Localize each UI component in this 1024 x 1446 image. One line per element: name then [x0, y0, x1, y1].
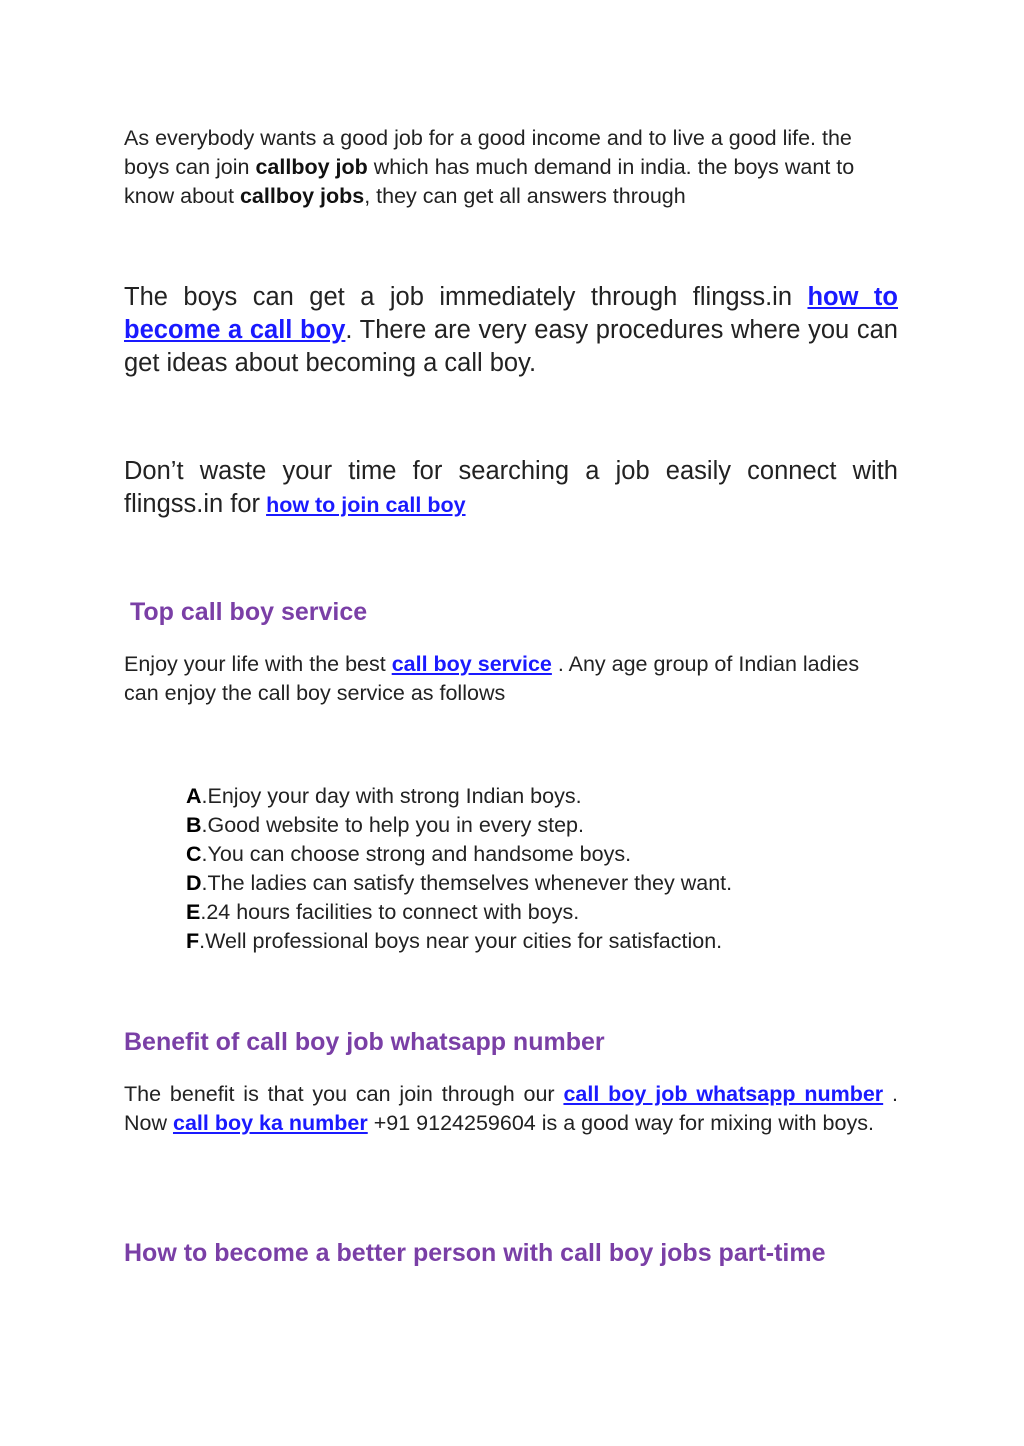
section2-text-3: +91 9124259604 is a good way for mixing with boys. [367, 1111, 874, 1135]
list-item [186, 840, 886, 869]
service-list [186, 782, 886, 956]
list-item [186, 869, 886, 898]
para2-text-1: The boys can get a job immediately through flingss.in [124, 283, 808, 311]
list-text: .24 hours facilities to connect with boys. [200, 900, 580, 924]
list-text: .You can choose strong and handsome boys. [201, 842, 632, 866]
intro-text-3: , they can get all answers through [364, 184, 686, 208]
link-how-to-join-call-boy[interactable]: how to join call boy [266, 493, 466, 517]
paragraph-call-boy-service [124, 650, 898, 708]
list-text: .Enjoy your day with strong Indian boys. [201, 784, 582, 808]
intro-bold-callboy-jobs: callboy jobs [239, 184, 365, 208]
link-how-to-become-call-boy[interactable]: how to become a call boy [124, 283, 899, 344]
intro-text-2: which has much demand in india. the boys want to know about [124, 155, 855, 208]
section1-text-1: Enjoy your life with the best [124, 652, 392, 676]
list-item [186, 898, 886, 927]
paragraph-join-call-boy [124, 455, 898, 522]
paragraph-benefit [124, 1080, 898, 1138]
list-letter: E [186, 900, 201, 924]
link-call-boy-ka-number[interactable]: call boy ka number [172, 1111, 368, 1135]
heading-benefit-whatsapp-number: Benefit of call boy job whatsapp number [124, 1028, 605, 1056]
section1-text-2: . Any age group of Indian ladies can enjoy the call boy service as follows [124, 652, 860, 705]
intro-text-1: As everybody wants a good job for a good income and to live a good life. the boys can join [124, 126, 852, 179]
list-text: .The ladies can satisfy themselves whenever they want. [201, 871, 733, 895]
list-letter: D [186, 871, 202, 895]
list-letter: C [186, 842, 202, 866]
intro-bold-callboy-job: callboy job [255, 155, 368, 179]
list-text: .Well professional boys near your cities for satisfaction. [199, 929, 723, 953]
paragraph-become-call-boy [124, 281, 898, 380]
para3-text-1: Don’t waste your time for searching a job easily connect with flingss.in for [124, 457, 898, 518]
para2-text-2: . There are very easy procedures where you can get ideas about becoming a call boy. [124, 316, 898, 377]
list-item [186, 782, 886, 811]
heading-top-call-boy-service: Top call boy service [130, 598, 368, 626]
list-letter: F [186, 929, 200, 953]
link-call-boy-service[interactable]: call boy service [391, 652, 552, 676]
heading-better-person: How to become a better person with call boy jobs part-time [124, 1239, 826, 1267]
section2-text-2: . Now [124, 1082, 898, 1135]
link-call-boy-job-whatsapp-number[interactable]: call boy job whatsapp number [563, 1082, 884, 1106]
list-item [186, 927, 886, 956]
list-text: .Good website to help you in every step. [201, 813, 584, 837]
section2-text-1: The benefit is that you can join through our [124, 1082, 564, 1106]
list-letter: A [186, 784, 202, 808]
list-item [186, 811, 886, 840]
intro-paragraph [124, 124, 898, 211]
list-letter: B [186, 813, 202, 837]
